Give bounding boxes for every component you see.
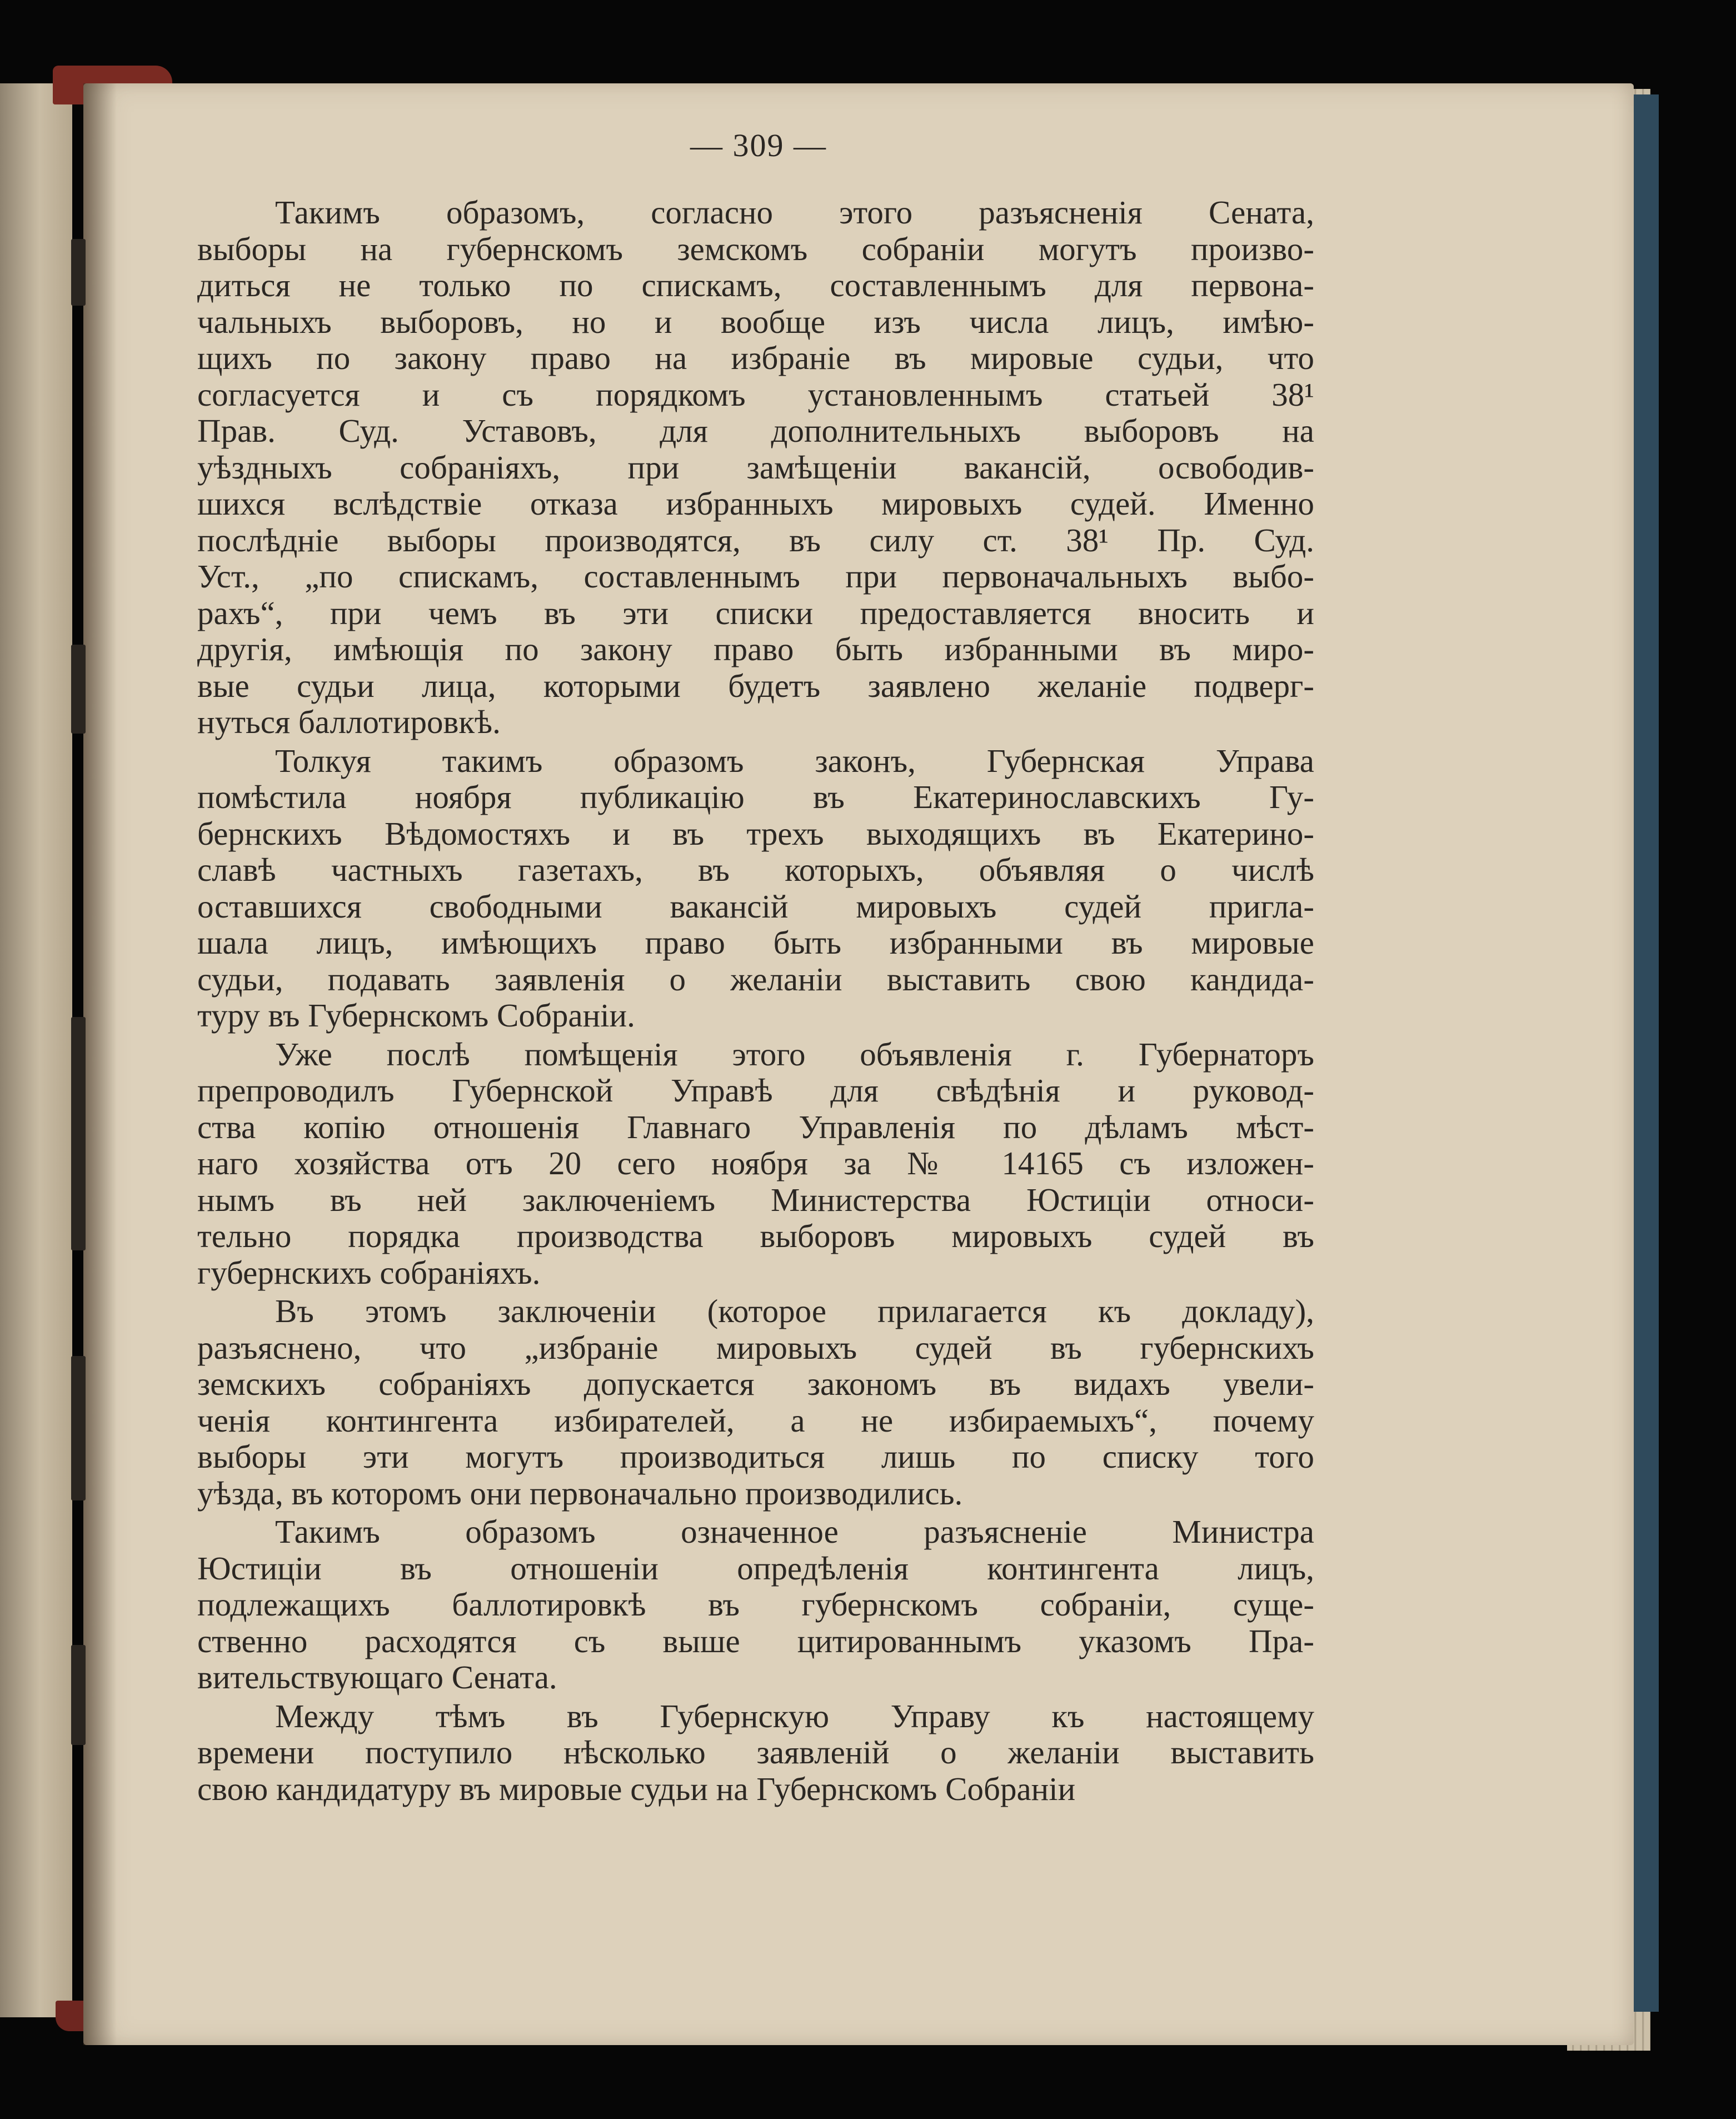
text-line: оставшихся свободными вакансій мировыхъ судей пригла- — [197, 888, 1314, 925]
paragraph — [197, 1293, 1314, 1512]
text-line: Такимъ образомъ означенное разъясненіе Министра — [275, 1513, 1314, 1550]
text-line: вительствующаго Сената. — [197, 1659, 557, 1696]
text-line: времени поступило нѣсколько заявленій о желаніи выставить — [197, 1734, 1314, 1771]
text-line: нуться баллотировкѣ. — [197, 704, 501, 740]
left-facing-page-edge — [0, 83, 72, 2017]
text-line: славѣ частныхъ газетахъ, въ которыхъ, объявляя о числѣ — [197, 851, 1314, 888]
text-line: тельно порядка производства выборовъ мировыхъ судей въ — [197, 1218, 1314, 1254]
text-line: Прав. Суд. Уставовъ, для дополнительныхъ выборовъ на — [197, 412, 1314, 449]
text-line: нымъ въ ней заключеніемъ Министерства Юстиціи относи- — [197, 1181, 1314, 1218]
paragraph — [197, 1698, 1314, 1808]
text-line: Такимъ образомъ, согласно этого разъясненія Сената, — [275, 194, 1314, 231]
text-line: наго хозяйства отъ 20 сего ноября за № 14165 съ изложен- — [197, 1145, 1314, 1181]
text-line: уѣздныхъ собраніяхъ, при замѣщеніи вакансій, освободив- — [197, 448, 1314, 486]
text-line: Уже послѣ помѣщенія этого объявленія г. Губернаторъ — [275, 1035, 1314, 1073]
paragraph — [197, 1036, 1314, 1292]
text-line: уѣзда, въ которомъ они первоначально производились. — [197, 1474, 963, 1512]
text-line: помѣстила ноября публикацію въ Екатеринославскихъ Гу- — [197, 779, 1314, 815]
text-line: земскихъ собраніяхъ допускается закономъ въ видахъ увели- — [197, 1365, 1314, 1402]
text-line: ченія контингента избирателей, а не избираемыхъ“, почему — [197, 1402, 1314, 1439]
text-line: вые судьи лица, которыми будетъ заявлено желаніе подверг- — [197, 667, 1314, 704]
paragraph — [197, 743, 1314, 1034]
binding-stitch — [71, 1017, 86, 1250]
text-line: Юстиціи въ отношеніи опредѣленія контингента лицъ, — [197, 1549, 1314, 1587]
page-number: — 309 — — [690, 127, 827, 163]
text-line: свою кандидатуру въ мировые судьи на Губернскомъ Собраніи — [197, 1770, 1076, 1807]
text-line: чальныхъ выборовъ, но и вообще изъ числа лицъ, имѣю- — [197, 303, 1314, 340]
text-line: рахъ“, при чемъ въ эти списки предоставляется вносить и — [197, 594, 1314, 631]
body-text — [197, 195, 1314, 1807]
text-line: Между тѣмъ въ Губернскую Управу къ настоящему — [275, 1697, 1314, 1734]
binding-stitch — [71, 1356, 86, 1500]
paragraph — [197, 1514, 1314, 1696]
binding-stitch — [71, 1645, 86, 1745]
text-line: выборы на губернскомъ земскомъ собраніи могутъ произво- — [197, 230, 1314, 267]
text-line: судьи, подавать заявленія о желаніи выставить свою кандида- — [197, 960, 1314, 998]
text-line: щихъ по закону право на избраніе въ мировые судьи, что — [197, 340, 1314, 376]
text-line: Въ этомъ заключеніи (которое прилагается къ докладу), — [275, 1293, 1314, 1329]
text-line: выборы эти могутъ производиться лишь по списку того — [197, 1438, 1314, 1475]
text-line: туру въ Губернскомъ Собраніи. — [197, 997, 635, 1034]
text-line: шала лицъ, имѣющихъ право быть избранными въ мировые — [197, 924, 1314, 961]
text-line: бернскихъ Вѣдомостяхъ и въ трехъ выходящихъ въ Екатерино- — [197, 815, 1314, 852]
paragraph — [197, 195, 1314, 741]
text-line: послѣдніе выборы производятся, въ силу ст. 38¹ Пр. Суд. — [197, 521, 1314, 559]
text-line: препроводилъ Губернской Управѣ для свѣдѣнія и руковод- — [197, 1072, 1314, 1109]
text-line: губернскихъ собраніяхъ. — [197, 1254, 541, 1291]
text-line: подлежащихъ баллотировкѣ въ губернскомъ собраніи, суще- — [197, 1586, 1314, 1623]
text-line: другія, имѣющія по закону право быть избранными въ миро- — [197, 631, 1314, 667]
gutter-shadow — [83, 83, 117, 2045]
text-line: ственно расходятся съ выше цитированнымъ указомъ Пра- — [197, 1622, 1314, 1659]
text-line: ства копію отношенія Главнаго Управленія по дѣламъ мѣст- — [197, 1108, 1314, 1145]
binding-stitch — [71, 645, 86, 734]
text-line: разъяснено, что „избраніе мировыхъ судей въ губернскихъ — [197, 1329, 1314, 1366]
text-line: шихся вслѣдствіе отказа избранныхъ мировыхъ судей. Именно — [197, 485, 1314, 522]
text-line: Толкуя такимъ образомъ законъ, Губернская Управа — [275, 742, 1314, 779]
text-line: согласуется и съ порядкомъ установленнымъ статьей 38¹ — [197, 376, 1314, 413]
text-line: диться не только по спискамъ, составленнымъ для первона- — [197, 267, 1314, 303]
binding-stitch — [71, 239, 86, 306]
text-line: Уст., „по спискамъ, составленнымъ при первоначальныхъ выбо- — [197, 558, 1314, 595]
